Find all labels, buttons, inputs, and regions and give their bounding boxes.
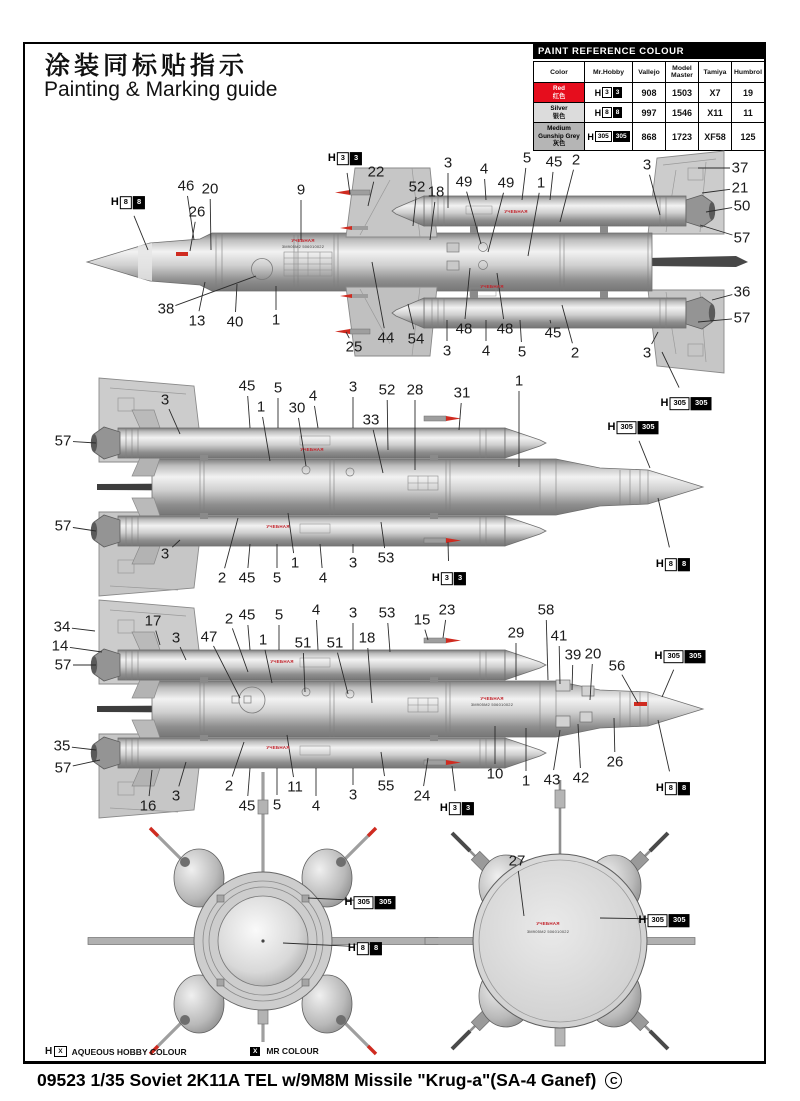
part-callout: 45: [238, 569, 256, 587]
paint-ref-badge: H 3 3: [328, 149, 362, 165]
part-callout: 4: [311, 601, 321, 619]
part-callout: 57: [54, 432, 72, 450]
paint-code: 125: [732, 123, 765, 151]
part-callout: 2: [224, 777, 234, 795]
paint-code: 997: [633, 103, 666, 123]
part-callout: 37: [731, 159, 749, 177]
color-swatch: Silver 银色: [534, 103, 585, 123]
part-callout: 24: [413, 787, 431, 805]
stencil-marking: УЧЕБНАЯ: [266, 523, 290, 529]
part-callout: 14: [51, 637, 69, 655]
legend-x-solid-box: X: [250, 1047, 260, 1056]
paint-ref-badge: H 8 8: [348, 939, 382, 955]
paint-ref-badge: H 8 8: [111, 193, 145, 209]
paint-code: 1503: [666, 83, 699, 103]
part-callout: 57: [733, 229, 751, 247]
part-callout: 2: [217, 569, 227, 587]
part-callout: 18: [358, 629, 376, 647]
part-callout: 22: [367, 163, 385, 181]
part-callout: 26: [606, 753, 624, 771]
paint-table-title: PAINT REFERENCE COLOUR: [533, 44, 765, 59]
part-callout: 4: [479, 160, 489, 178]
part-callout: 5: [272, 796, 282, 814]
part-callout: 15: [413, 611, 431, 629]
part-callout: 58: [537, 601, 555, 619]
part-callout: 3: [160, 545, 170, 563]
part-callout: 9: [296, 181, 306, 199]
part-callout: 4: [481, 342, 491, 360]
part-callout: 3: [348, 378, 358, 396]
part-callout: 2: [571, 151, 581, 169]
copyright-mark: C: [605, 1072, 622, 1089]
part-callout: 42: [572, 769, 590, 787]
paint-ref-badge: H 8 8: [656, 779, 690, 795]
part-callout: 52: [408, 178, 426, 196]
part-callout: 5: [274, 606, 284, 624]
part-callout: 46: [177, 177, 195, 195]
legend-x-box: X: [54, 1046, 66, 1057]
part-callout: 53: [377, 549, 395, 567]
part-callout: 1: [521, 772, 531, 790]
part-callout: 57: [54, 656, 72, 674]
part-callout: 3: [160, 391, 170, 409]
legend-h-prefix: H: [45, 1046, 53, 1057]
part-callout: 44: [377, 329, 395, 347]
stencil-marking: 3М905М2 506010022: [470, 702, 514, 707]
part-callout: 3: [642, 156, 652, 174]
mr-colour-legend: [250, 1046, 319, 1056]
product-title: 09523 1/35 Soviet 2K11A TEL w/9M8M Missile "Krug-a"(SA-4 Ganef): [37, 1070, 597, 1090]
stencil-marking: УЧЕБНАЯ: [266, 744, 290, 750]
paint-col-header: Color: [534, 62, 585, 83]
part-callout: 21: [731, 179, 749, 197]
part-callout: 52: [378, 381, 396, 399]
paint-code: 1546: [666, 103, 699, 123]
paint-ref-badge: H 3 3: [432, 569, 466, 585]
part-callout: 1: [290, 554, 300, 572]
stencil-marking: 3М905М2 506010022: [281, 244, 325, 249]
part-callout: 4: [308, 387, 318, 405]
part-callout: 50: [733, 197, 751, 215]
part-callout: 5: [517, 343, 527, 361]
paint-ref-badge: H 8 8: [656, 555, 690, 571]
part-callout: 3: [348, 554, 358, 572]
product-title-bar: [37, 1070, 622, 1091]
page-title-chinese: 涂装同标贴指示: [45, 52, 249, 80]
part-callout: 13: [188, 312, 206, 330]
part-callout: 3: [642, 344, 652, 362]
mr-hobby-code: H 8 8: [585, 103, 633, 123]
part-callout: 45: [544, 324, 562, 342]
part-callout: 20: [201, 180, 219, 198]
color-swatch: Red 红色: [534, 83, 585, 103]
part-callout: 28: [406, 381, 424, 399]
paint-col-header: Tamiya: [699, 62, 732, 83]
paint-ref-badge: H 305 305: [661, 394, 712, 410]
part-callout: 49: [497, 174, 515, 192]
part-callout: 3: [443, 154, 453, 172]
part-callout: 26: [188, 203, 206, 221]
part-callout: 51: [294, 634, 312, 652]
part-callout: 3: [348, 604, 358, 622]
paint-col-header: Mr.Hobby: [585, 62, 633, 83]
aqueous-colour-label: AQUEOUS HOBBY COLOUR: [71, 1046, 187, 1057]
part-callout: 1: [536, 174, 546, 192]
part-callout: 38: [157, 300, 175, 318]
stencil-marking: 3М905М2 506010022: [526, 929, 570, 934]
paint-code: 11: [732, 103, 765, 123]
part-callout: 45: [238, 606, 256, 624]
part-callout: 39: [564, 646, 582, 664]
part-callout: 1: [271, 311, 281, 329]
part-callout: 51: [326, 634, 344, 652]
part-callout: 1: [258, 631, 268, 649]
part-callout: 56: [608, 657, 626, 675]
paint-code: 1723: [666, 123, 699, 151]
part-callout: 5: [273, 379, 283, 397]
page-title-english: Painting & Marking guide: [44, 78, 278, 101]
part-callout: 23: [438, 601, 456, 619]
stencil-marking: УЧЕБНАЯ: [291, 237, 315, 243]
part-callout: 18: [427, 183, 445, 201]
part-callout: 57: [54, 517, 72, 535]
part-callout: 3: [171, 787, 181, 805]
part-callout: 57: [54, 759, 72, 777]
part-callout: 29: [507, 624, 525, 642]
stencil-marking: УЧЕБНАЯ: [270, 658, 294, 664]
mr-colour-label: MR COLOUR: [266, 1046, 319, 1056]
part-callout: 2: [570, 344, 580, 362]
paint-ref-badge: H 305 305: [639, 911, 690, 927]
paint-col-header: Vallejo: [633, 62, 666, 83]
part-callout: 27: [508, 852, 526, 870]
part-callout: 17: [144, 612, 162, 630]
part-callout: 34: [53, 618, 71, 636]
part-callout: 16: [139, 797, 157, 815]
paint-code: 868: [633, 123, 666, 151]
mr-hobby-code: H 3 3: [585, 83, 633, 103]
part-callout: 36: [733, 283, 751, 301]
part-callout: 55: [377, 777, 395, 795]
part-callout: 41: [550, 627, 568, 645]
part-callout: 54: [407, 330, 425, 348]
mr-hobby-code: H 305 305: [585, 123, 633, 151]
part-callout: 5: [272, 569, 282, 587]
part-callout: 47: [200, 628, 218, 646]
stencil-marking: УЧЕБНАЯ: [536, 920, 560, 926]
part-callout: 1: [514, 372, 524, 390]
paint-code: X11: [699, 103, 732, 123]
part-callout: 49: [455, 173, 473, 191]
aqueous-colour-legend: [45, 1046, 187, 1057]
part-callout: 33: [362, 411, 380, 429]
paint-col-header: Humbrol: [732, 62, 765, 83]
paint-code: X7: [699, 83, 732, 103]
part-callout: 48: [496, 320, 514, 338]
part-callout: 3: [442, 342, 452, 360]
part-callout: 20: [584, 645, 602, 663]
paint-code: 19: [732, 83, 765, 103]
paint-code: XF58: [699, 123, 732, 151]
part-callout: 3: [171, 629, 181, 647]
part-callout: 43: [543, 771, 561, 789]
part-callout: 2: [224, 610, 234, 628]
part-callout: 4: [311, 797, 321, 815]
part-callout: 4: [318, 569, 328, 587]
paint-ref-badge: H 305 305: [655, 647, 706, 663]
stencil-marking: УЧЕБНАЯ: [480, 695, 504, 701]
part-callout: 45: [238, 797, 256, 815]
paint-ref-badge: H 305 305: [345, 893, 396, 909]
part-callout: 45: [545, 153, 563, 171]
part-callout: 31: [453, 384, 471, 402]
part-callout: 1: [256, 398, 266, 416]
paint-ref-badge: H 3 3: [440, 799, 474, 815]
part-callout: 48: [455, 320, 473, 338]
part-callout: 40: [226, 313, 244, 331]
part-callout: 35: [53, 737, 71, 755]
part-callout: 30: [288, 399, 306, 417]
part-callout: 11: [287, 778, 303, 796]
paint-code: 908: [633, 83, 666, 103]
part-callout: 25: [345, 338, 363, 356]
stencil-marking: УЧЕБНАЯ: [480, 283, 504, 289]
paint-col-header: Model Master: [666, 62, 699, 83]
stencil-marking: УЧЕБНАЯ: [300, 446, 324, 452]
part-callout: 57: [733, 309, 751, 327]
part-callout: 10: [486, 765, 504, 783]
stencil-marking: УЧЕБНАЯ: [504, 208, 528, 214]
part-callout: 5: [522, 149, 532, 167]
part-callout: 45: [238, 377, 256, 395]
part-callout: 53: [378, 604, 396, 622]
paint-ref-badge: H 305 305: [608, 418, 659, 434]
part-callout: 3: [348, 786, 358, 804]
color-swatch: Medium Gunship Grey 灰色: [534, 123, 585, 151]
